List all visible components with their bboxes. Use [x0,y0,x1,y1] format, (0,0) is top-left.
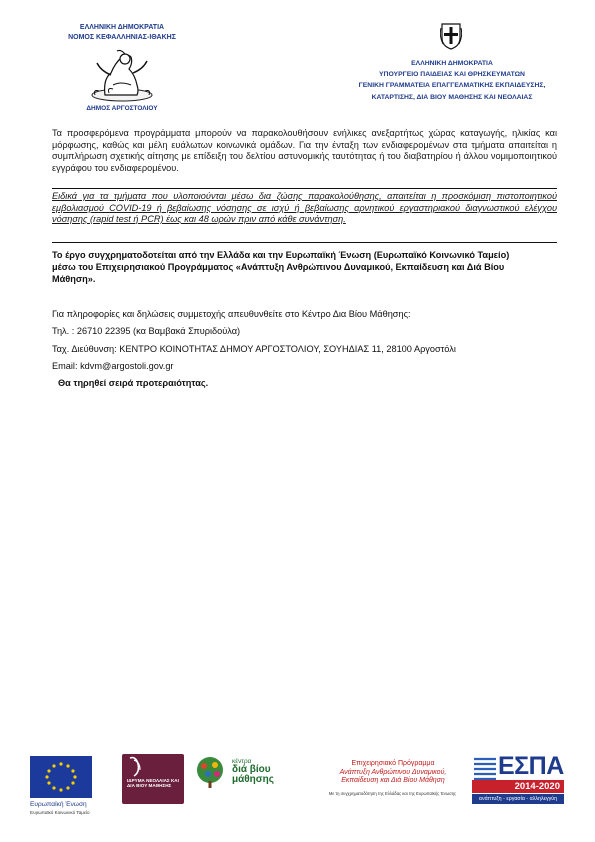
kdvm-line3: μάθησης [232,774,274,785]
header-left-line2: ΝΟΜΟΣ ΚΕΦΑΛΛΗΝΙΑΣ-ΙΘΑΚΗΣ [68,34,176,41]
eu-flag-icon [30,756,92,798]
inepa-mark-icon [122,754,184,778]
funding-line-1: Το έργο συγχρηματοδοτείται από την Ελλάδα και την Ευρωπαϊκή Ένωση (Ευρωπαϊκό Κοινωνικό Ταμείο) [52,250,510,260]
espa-logo-text: ΕΣΠΑ [498,752,564,780]
contact-phone: Τηλ. : 26710 22395 (κα Βαμβακά Σπυριδούλα) [52,326,241,336]
header-right-line1: ΕΛΛΗΝΙΚΗ ΔΗΜΟΚΡΑΤΙΑ [411,60,493,67]
espa-years: 2014-2020 [472,780,564,793]
eu-label: Ευρωπαϊκή Ένωση [30,801,87,808]
header-right-secretariat-cont: ΚΑΤΑΡΤΙΣΗΣ, ΔΙΑ ΒΙΟΥ ΜΑΘΗΣΗΣ ΚΑΙ ΝΕΟΛΑΙΑΣ [371,94,533,101]
kdvm-line1: κέντρα [232,758,252,765]
municipality-name: ΔΗΜΟΣ ΑΡΓΟΣΤΟΛΙΟΥ [86,105,158,112]
funding-line-2: μέσω του Επιχειρησιακού Προγράμματος «Ανάπτυξη Ανθρώπινου Δυναμικού, Εκπαίδευση και Διά Βίου [52,262,505,272]
cofunding-note: Με τη συγχρηματοδότηση της Ελλάδας και της Ευρωπαϊκής Ένωσης [328,791,457,796]
kdvm-tree-icon [193,755,227,789]
paragraph-covid-requirement: Ειδικά για τα τμήματα που υλοποιούνται μέσω δια ζώσης παρακολούθησης, απαιτείται η προσκόμιση πιστοποιητικού εμβολιασμού COVID-19 ή βεβαίωσης νόσησης σε ισχύ ή βεβαίωσης αρνητικού εργαστηριακού διαγνωστικού ελέγχου νόσησης (rapid test ή PCR) έως και 48 ωρών πριν από κάθε συνάντηση. [52,191,557,224]
header-right-ministry: ΥΠΟΥΡΓΕΙΟ ΠΑΙΔΕΙΑΣ ΚΑΙ ΘΡΗΣΚΕΥΜΑΤΩΝ [379,71,525,78]
priority-note: Θα τηρηθεί σειρά προτεραιότητας. [58,378,209,388]
ep-line3: Εκπαίδευση και Διά Βίου Μάθηση [341,777,445,785]
info-intro: Για πληροφορίες και δηλώσεις συμμετοχής απευθυνθείτε στο Κέντρο Δια Βίου Μάθησης: [52,309,411,319]
divider-top [52,188,557,189]
funding-line-3: Μάθηση». [52,274,96,284]
ep-line1: Επιχειρησιακό Πρόγραμμα [351,760,435,767]
kdvm-line2: διά βίου [232,764,271,775]
contact-email[interactable]: Email: kdvm@argostoli.gov.gr [52,361,174,371]
espa-slogan: ανάπτυξη - εργασία - αλληλεγγύη [472,794,564,804]
divider-bottom [52,242,557,243]
paragraph-eligibility: Τα προσφερόμενα προγράμματα μπορούν να παρακολουθήσουν ενήλικες ανεξαρτήτως χώρας καταγωγής, ηλικίας και μόρφωσης, καθώς και μέλη ευάλωτων κοινωνικά ομάδων. Για την ένταξη των ενδιαφερομένων στα τμήματα απαιτείται η συμπλήρωση σχετικής αίτησης με επίδειξη του δελτίου αστυνομικής ταυτότητας ή του διαβατηρίου ή άλλου νομιμοποιητικού εγγράφου του ενδιαφερομένου. [52,128,557,173]
header-left-line1: ΕΛΛΗΝΙΚΗ ΔΗΜΟΚΡΑΤΙΑ [79,24,165,31]
greek-flag-icon [474,756,496,782]
contact-address: Ταχ. Διεύθυνση: ΚΕΝΤΡΟ ΚΟΙΝΟΤΗΤΑΣ ΔΗΜΟΥ ΑΡΓΟΣΤΟΛΙΟΥ, ΣΟΥΗΔΙΑΣ 11, 28100 Αργοστόλι [52,344,456,354]
argostoli-emblem-icon [87,45,157,103]
inepa-label: ΙΔΡΥΜΑ ΝΕΟΛΑΙΑΣ ΚΑΙ ΔΙΑ ΒΙΟΥ ΜΑΘΗΣΗΣ [127,778,179,789]
kdvm-label [232,758,297,785]
eu-stars-icon [30,756,92,798]
eu-fund-label: Ευρωπαϊκό Κοινωνικό Ταμείο [30,810,90,815]
header-right-secretariat: ΓΕΝΙΚΗ ΓΡΑΜΜΑΤΕΙΑ ΕΠΑΓΓΕΛΜΑΤΙΚΗΣ ΕΚΠΑΙΔΕΥΣΗΣ, [358,82,546,89]
ep-line2: Ανάπτυξη Ανθρώπινου Δυναμικού, [339,768,447,776]
greek-coat-of-arms-icon [440,22,462,50]
operational-programme-title [308,760,478,786]
